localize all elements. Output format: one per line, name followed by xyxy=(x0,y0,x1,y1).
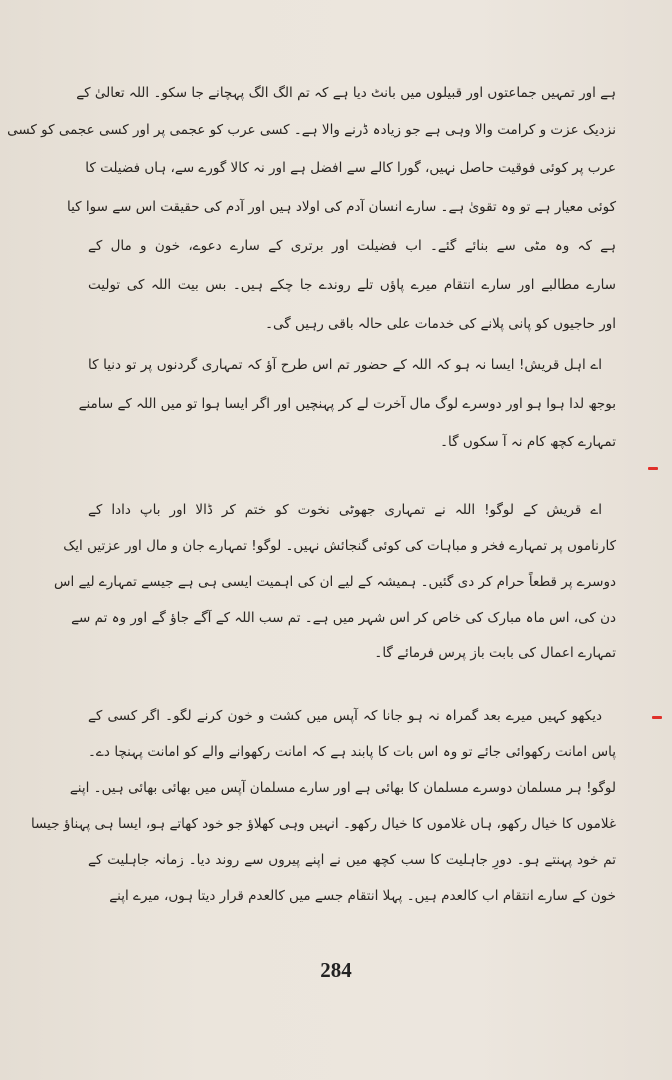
margin-mark xyxy=(648,467,658,470)
text-line: ہے کہ وہ مٹی سے بنائے گئے۔ اب فضیلت اور برتری کے سارے دعوے، خون و مال کے xyxy=(88,238,616,254)
text-line: اے قریش کے لوگو! اللہ نے تمہاری جھوٹی نخوت کو ختم کر ڈالا اور باپ دادا کے xyxy=(88,502,602,518)
text-line: دیکھو کہیں میرے بعد گمراہ نہ ہو جانا کہ آپس میں کشت و خون کرنے لگو۔ اگر کسی کے xyxy=(88,708,602,724)
text-line: تمہارے اعمال کی بابت باز پرس فرمائے گا۔ xyxy=(374,645,616,661)
text-line: دوسرے پر قطعاً حرام کر دی گئیں۔ ہمیشہ کے لیے ان کی اہمیت ایسی ہی ہے جیسے تمہارے لیے اس xyxy=(53,574,616,590)
margin-mark xyxy=(652,716,662,719)
text-line: کوئی معیار ہے تو وہ تقویٰ ہے۔ سارے انسان آدم کی اولاد ہیں اور آدم کی حقیقت اس سے سوا کیا xyxy=(66,199,616,215)
text-line: غلاموں کا خیال رکھو، ہاں غلاموں کا خیال رکھو۔ انہیں وہی کھلاؤ جو خود کھاتے ہو، ایسا ہی پہناؤ جیسا xyxy=(30,816,616,832)
text-line: پاس امانت رکھوائی جائے تو وہ اس بات کا پابند ہے کہ امانت رکھوانے والے کو امانت پہنچا دے۔ xyxy=(88,744,616,760)
text-line: کارناموں پر تمہارے فخر و مباہات کی کوئی گنجائش نہیں۔ لوگو! تمہارے جان و مال اور عزتیں ایک xyxy=(63,538,616,554)
text-line: سارے مطالبے اور سارے انتقام میرے پاؤں تلے روندے جا چکے ہیں۔ بس بیت اللہ کی تولیت xyxy=(88,277,616,293)
text-line: خون کے سارے انتقام اب کالعدم ہیں۔ پہلا انتقام جسے میں کالعدم قرار دیتا ہوں، میرے اپنے xyxy=(109,888,616,904)
text-line: نزدیک عزت و کرامت والا وہی ہے جو زیادہ ڈرنے والا ہے۔ کسی عرب کو عجمی پر اور کسی عجمی کو کسی xyxy=(7,122,616,138)
text-line: تمہارے کچھ کام نہ آ سکوں گا۔ xyxy=(440,434,616,450)
text-line: عرب پر کوئی فوقیت حاصل نہیں، گورا کالے سے افضل ہے اور نہ کالا گورے سے، ہاں فضیلت کا xyxy=(85,160,616,176)
text-line: لوگو! ہر مسلمان دوسرے مسلمان کا بھائی ہے اور سارے مسلمان آپس میں بھائی بھائی ہیں۔ اپنے xyxy=(69,780,616,796)
text-line: بوجھ لدا ہوا ہو اور دوسرے لوگ مال آخرت لے کر پہنچیں اور اگر ایسا ہوا تو میں اللہ کے سامنے xyxy=(78,396,616,412)
text-line: اے اہل قریش! ایسا نہ ہو کہ اللہ کے حضور تم اس طرح آؤ کہ تمہاری گردنوں پر تو دنیا کا xyxy=(88,357,602,373)
text-line: اور حاجیوں کو پانی پلانے کی خدمات علی حالہ باقی رہیں گی۔ xyxy=(265,316,616,332)
text-line: دن کی، اس ماہ مبارک کی خاص کر اس شہر میں ہے۔ تم سب اللہ کے آگے جاؤ گے اور وہ تم سے xyxy=(71,610,616,626)
page-number: 284 xyxy=(320,958,352,982)
text-line: ہے اور تمہیں جماعتوں اور قبیلوں میں بانٹ دیا ہے کہ تم الگ الگ پہچانے جا سکو۔ اللہ تعالیٰ کے xyxy=(76,85,616,101)
text-line: تم خود پہنتے ہو۔ دورِ جاہلیت کا سب کچھ میں نے اپنے پیروں سے روند دیا۔ زمانہ جاہلیت کے xyxy=(88,852,616,868)
